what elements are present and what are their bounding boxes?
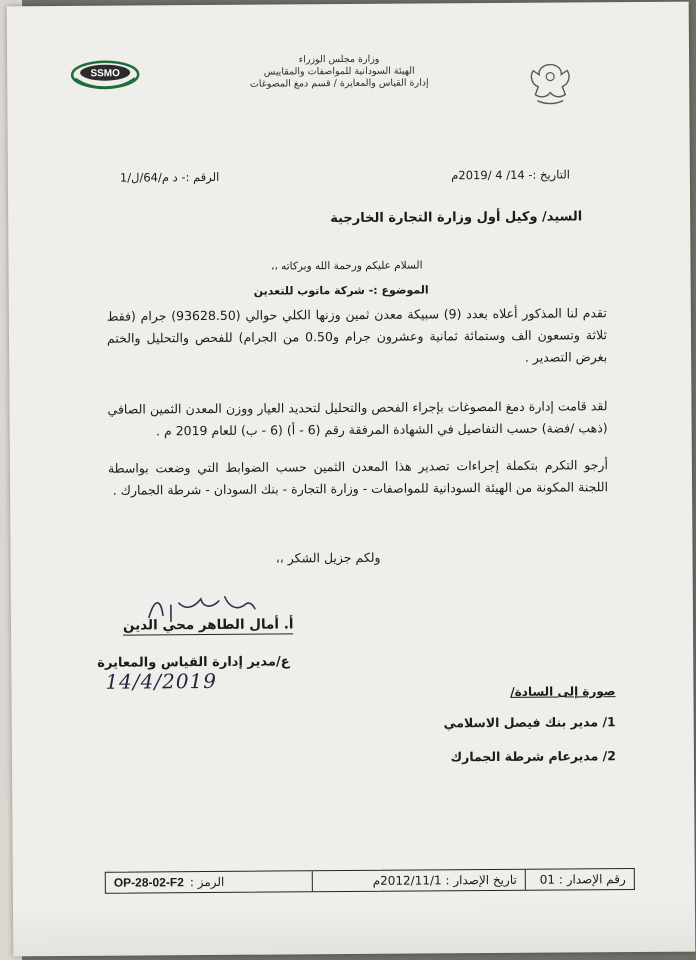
organization-header bbox=[219, 53, 459, 91]
paper-shadow bbox=[13, 902, 695, 957]
copy-recipient: 2/ مديرعام شرطة الجمارك bbox=[450, 748, 616, 765]
greeting: السلام عليكم ورحمة الله وبركاته ،، bbox=[270, 259, 423, 273]
subject-line: الموضوع :- شركة ماتوب للتعدين bbox=[253, 283, 429, 298]
form-code bbox=[106, 871, 312, 892]
org-line-authority: الهيئة السودانية للمواصفات والمقاييس bbox=[263, 65, 415, 78]
org-line-department: إدارة القياس والمعايرة / قسم دمغ المصوغات bbox=[249, 77, 429, 90]
reference-number: الرقم :- د م/64/ل/1 bbox=[119, 169, 220, 185]
signer-name: أ. أمال الطاهر محي الدين bbox=[122, 616, 294, 634]
body-paragraph: لقد قامت إدارة دمغ المصوغات بإجراء الفحص والتحليل لتحديد العيار ووزن المعدن الثمين الصافي (ذهب /فضة) حسب التفاصيل في الشهادة المرفقة رقم (6 - أ) (6 - ب) للعام 2019 م . bbox=[107, 398, 608, 439]
body-paragraph: تقدم لنا المذكور أعلاه بعدد (9) سبيكة معدن ثمين وزنها الكلي حوالي (93628.50) جرام (فقط ثلاثة وتسعون الف وستمائة ثمانية وعشرون جرام و0.50 من الجرام) للفحص والتحليل والختم بغرض التصدير . bbox=[106, 305, 608, 365]
letter-date: التاريخ :- 14/ 4 /2019م bbox=[451, 167, 570, 183]
issue-date: تاريخ الإصدار : 2012/11/1م bbox=[312, 870, 525, 891]
form-code-value: OP-28-02-F2 bbox=[113, 875, 184, 890]
ssmo-logo-icon bbox=[69, 57, 141, 92]
handwritten-date: 14/4/2019 bbox=[105, 668, 218, 694]
copy-recipient: 1/ مدير بنك فيصل الاسلامي bbox=[443, 714, 616, 731]
letter-page bbox=[7, 2, 696, 957]
signer-title: ع/مدير إدارة القياس والمعايرة bbox=[97, 654, 290, 671]
document-control-footer bbox=[105, 868, 635, 894]
org-line-ministry: وزارة مجلس الوزراء bbox=[298, 53, 380, 66]
closing-thanks: ولكم جزيل الشكر ،، bbox=[275, 549, 381, 566]
body-paragraph: أرجو التكرم بتكملة إجراءات تصدير هذا المعدن الثمين حسب الضوابط التي وضعت بواسطة اللجنة المكونة من الهيئة السودانية للمواصفات - وزارة التجارة - بنك السودان - شرطة الجمارك . bbox=[107, 457, 609, 498]
logo-text: SSMO bbox=[90, 68, 120, 80]
issue-number: رقم الإصدار : 01 bbox=[525, 869, 634, 890]
addressee: السيد/ وكيل أول وزارة التجارة الخارجية bbox=[330, 209, 583, 227]
form-code-label: الرمز : bbox=[189, 874, 225, 890]
copies-title: صورة إلى السادة/ bbox=[510, 684, 616, 699]
state-emblem-icon bbox=[523, 58, 577, 106]
